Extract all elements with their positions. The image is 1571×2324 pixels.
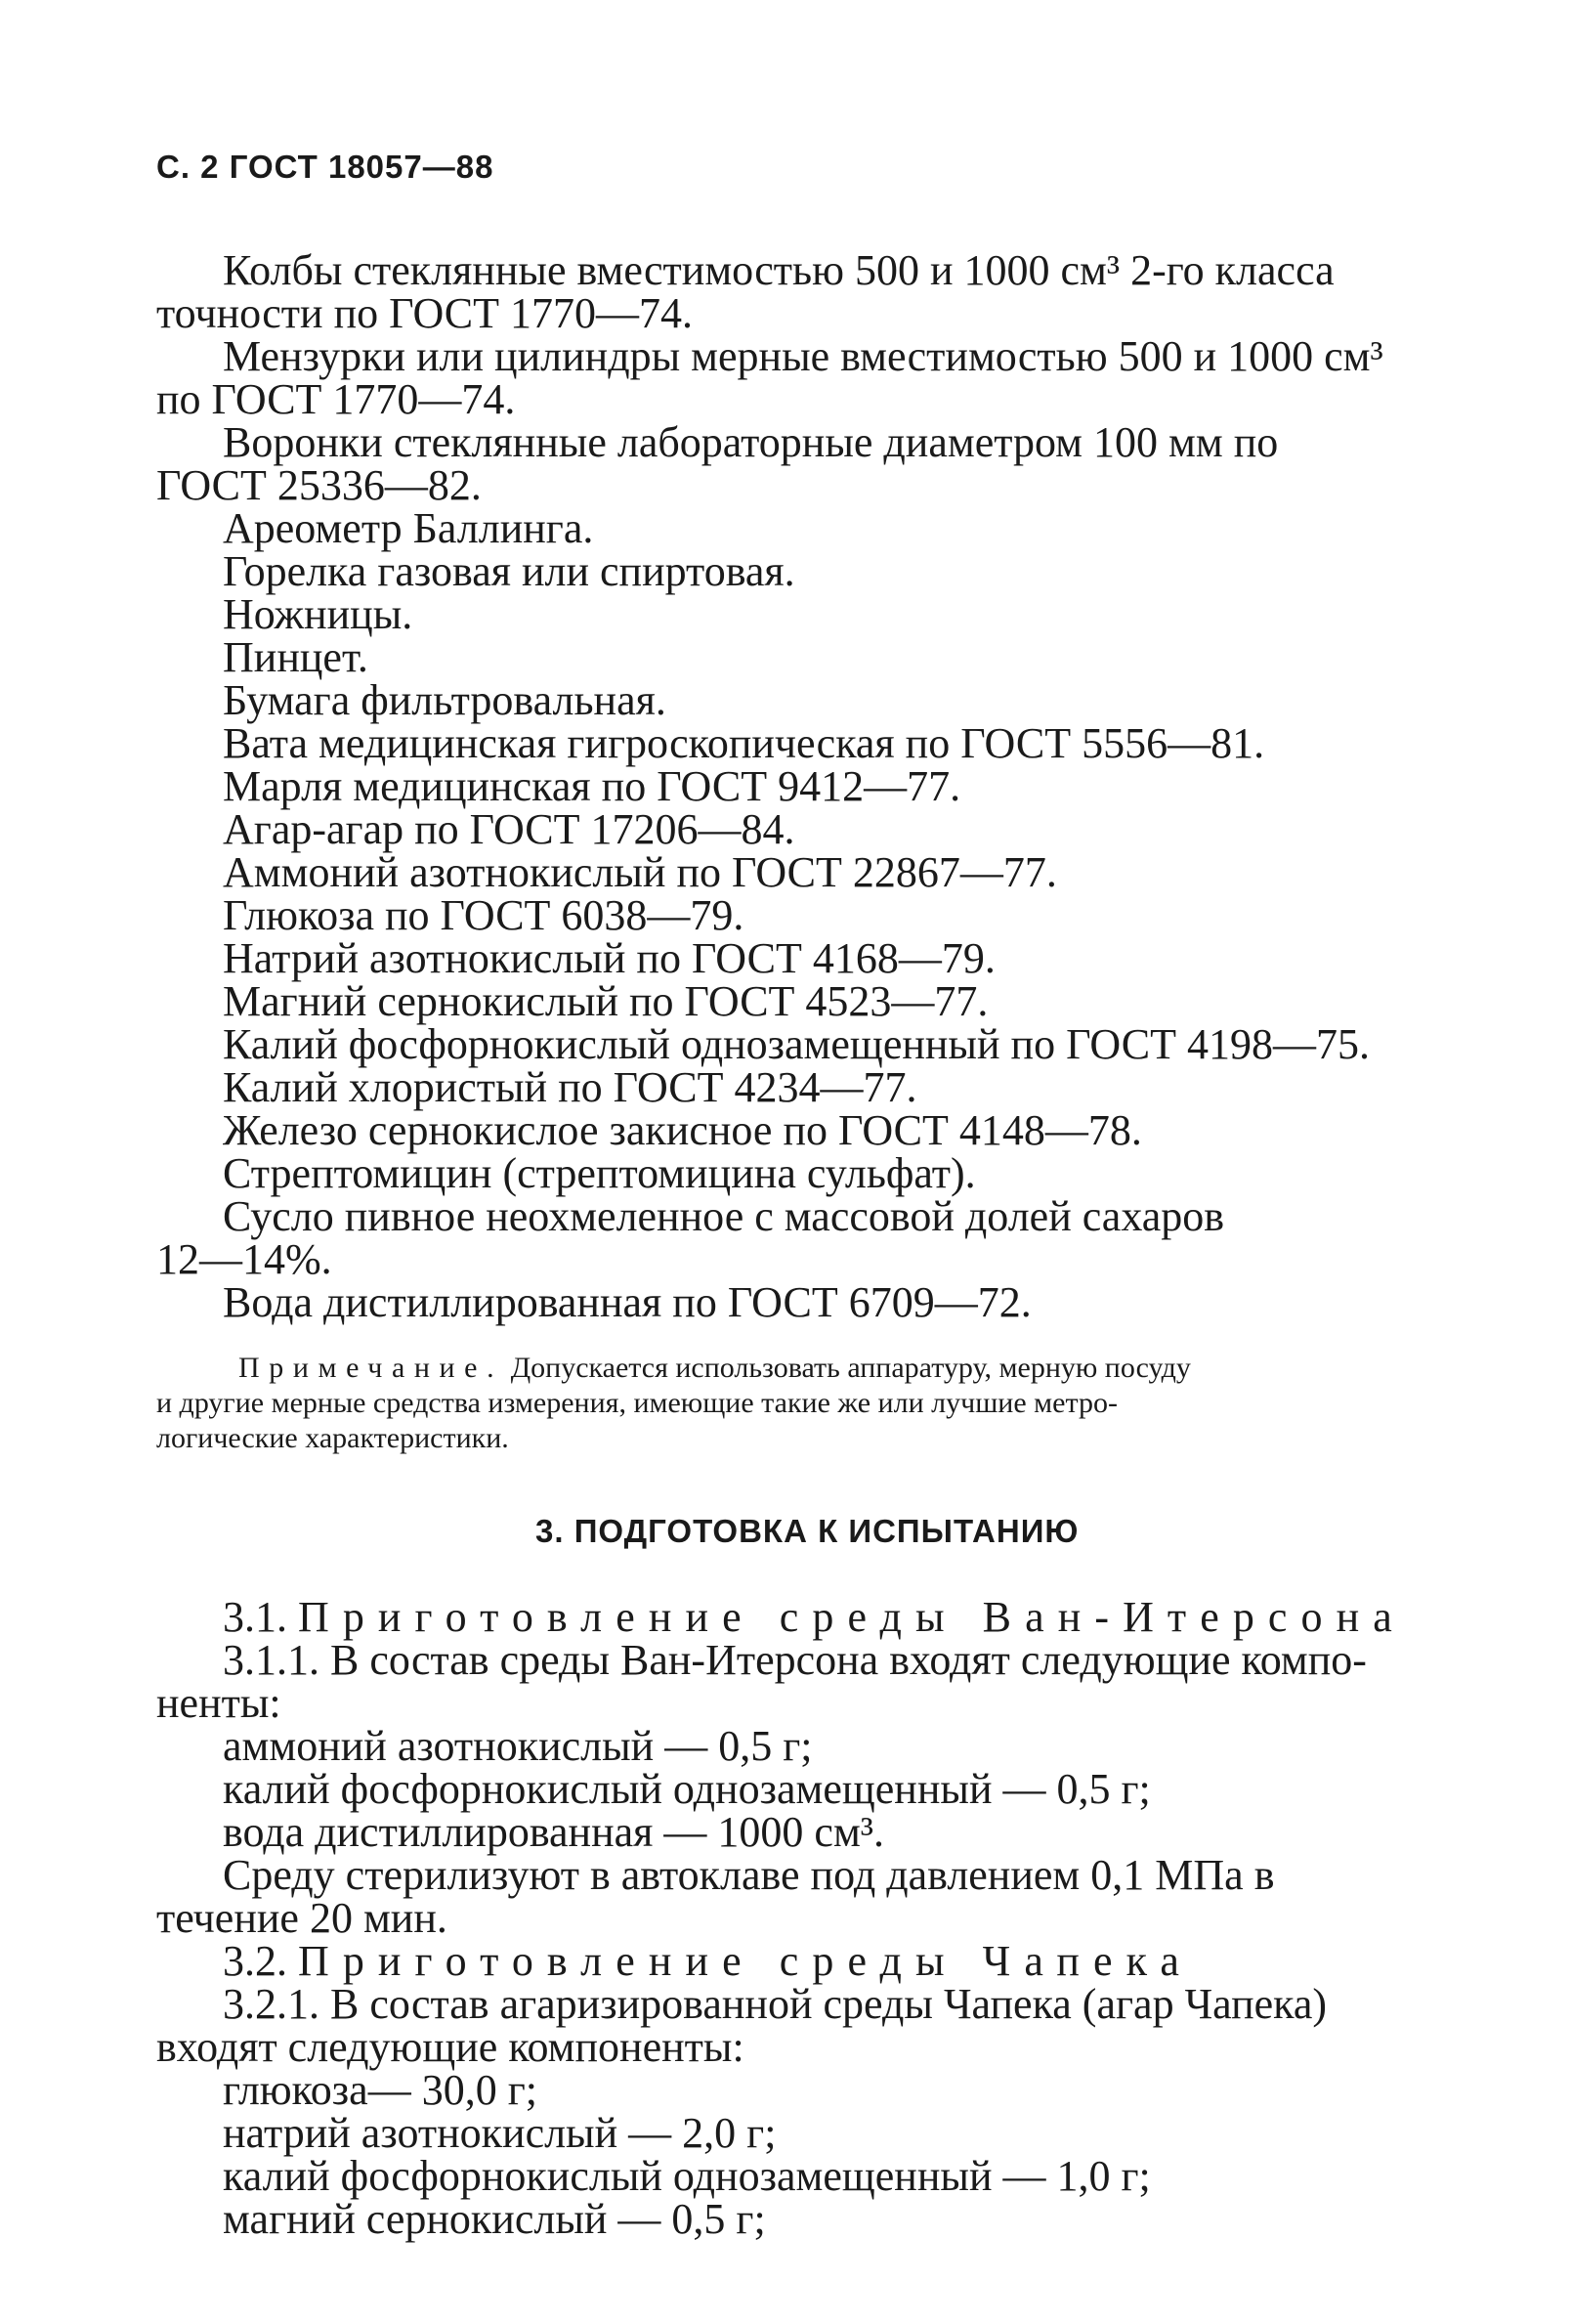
component-item: магний сернокислый — 0,5 г;	[223, 2195, 766, 2243]
funnels-line-2: ГОСТ 25336—82.	[156, 461, 482, 509]
funnels-line-1: Воронки стеклянные лабораторные диаметром 100 мм по	[223, 418, 1279, 466]
subsection-3-2-heading	[223, 1937, 1193, 1986]
component-item: аммоний азотнокислый — 0,5 г;	[223, 1722, 813, 1770]
list-item: Аммоний азотнокислый по ГОСТ 22867—77.	[223, 848, 1057, 896]
s311-line-2: ненты:	[156, 1679, 281, 1727]
subsection-number: 3.1.	[223, 1593, 287, 1641]
component-item: глюкоза— 30,0 г;	[223, 2066, 537, 2114]
list-item: Пинцет.	[223, 633, 368, 681]
list-item: Ножницы.	[223, 590, 413, 638]
page-header: С. 2 ГОСТ 18057—88	[156, 149, 494, 185]
component-item: вода дистиллированная — 1000 см³.	[223, 1808, 884, 1856]
list-item: Марля медицинская по ГОСТ 9412—77.	[223, 762, 961, 810]
list-item: Стрептомицин (стрептомицина сульфат).	[223, 1149, 976, 1197]
list-item: Горелка газовая или спиртовая.	[223, 547, 795, 595]
component-item: натрий азотнокислый — 2,0 г;	[223, 2109, 777, 2157]
note-label: Примечание.	[238, 1352, 504, 1384]
flasks-line-2: точности по ГОСТ 1770—74.	[156, 289, 694, 337]
list-item: Железо сернокислое закисное по ГОСТ 4148—78.	[223, 1106, 1142, 1154]
list-item: Глюкоза по ГОСТ 6038—79.	[223, 891, 744, 939]
subsection-3-1-heading	[223, 1593, 1406, 1642]
list-item: Агар-агар по ГОСТ 17206—84.	[223, 805, 795, 853]
note-text-1: Допускается использовать аппаратуру, мерную посуду	[510, 1352, 1191, 1384]
note-line-3: логические характеристики.	[156, 1422, 509, 1454]
note-line-2: и другие мерные средства измерения, имеющие такие же или лучшие метро-	[156, 1387, 1118, 1419]
wort-line-2: 12—14%.	[156, 1235, 332, 1283]
list-item: Натрий азотнокислый по ГОСТ 4168—79.	[223, 934, 996, 982]
list-item: Калий фосфорнокислый однозамещенный по ГОСТ 4198—75.	[223, 1020, 1370, 1068]
list-item: Вата медицинская гигроскопическая по ГОСТ 5556—81.	[223, 719, 1265, 767]
s321-line-1: 3.2.1. В состав агаризированной среды Чапека (агар Чапека)	[223, 1980, 1328, 2028]
beakers-line-1: Мензурки или цилиндры мерные вместимостью 500 и 1000 см³	[223, 332, 1383, 380]
flasks-line-1: Колбы стеклянные вместимостью 500 и 1000 см³ 2-го класса	[223, 246, 1335, 294]
sterile-line-1: Среду стерилизуют в автоклаве под давлением 0,1 МПа в	[223, 1851, 1275, 1899]
list-item: Калий хлористый по ГОСТ 4234—77.	[223, 1063, 917, 1111]
component-item: калий фосфорнокислый однозамещенный — 0,5 г;	[223, 1765, 1151, 1813]
water-line: Вода дистиллированная по ГОСТ 6709—72.	[223, 1278, 1032, 1326]
list-item: Магний сернокислый по ГОСТ 4523—77.	[223, 977, 989, 1025]
subsection-number: 3.2.	[223, 1937, 287, 1985]
beakers-line-2: по ГОСТ 1770—74.	[156, 375, 516, 423]
wort-line-1: Сусло пивное неохмеленное с массовой долей сахаров	[223, 1192, 1225, 1240]
sterile-line-2: течение 20 мин.	[156, 1894, 447, 1942]
section-title: 3. ПОДГОТОВКА К ИСПЫТАНИЮ	[535, 1513, 1080, 1549]
component-item: калий фосфорнокислый однозамещенный — 1,0 г;	[223, 2152, 1151, 2200]
subsection-title: Приготовление среды Чапека	[298, 1937, 1194, 1985]
note-line-1	[238, 1351, 1191, 1386]
list-item: Ареометр Баллинга.	[223, 504, 594, 552]
s321-line-2: входят следующие компоненты:	[156, 2023, 744, 2071]
subsection-title: Приготовление среды Ван-Итерсона	[298, 1593, 1406, 1641]
list-item: Бумага фильтровальная.	[223, 676, 666, 724]
s311-line-1: 3.1.1. В состав среды Ван-Итерсона входят следующие компо-	[223, 1636, 1367, 1684]
